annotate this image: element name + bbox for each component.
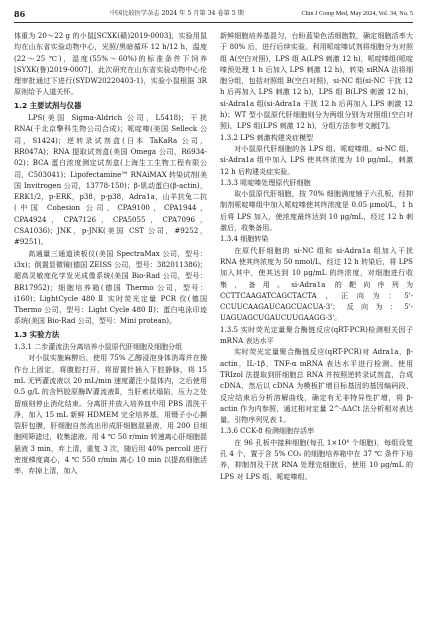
section-heading-methods: 1.3 实验方法 [14,329,60,339]
journal-title-en: Chin J Comp Med, May 2024, Vol. 34, No. 5 [301,10,413,17]
right-column [220,30,413,482]
paragraph-inhibitor: 取小鼠原代肝细胞，按 70% 细胞满度铺于六孔板，经抑制剂哌啶嗪组中加入哌啶嗪使其终浓度是 0.05 μmol/L，1 h 后将 LPS 加入，使浓度最终达到 10 μg/mL，经过 12 h 刺激后，收集备用。 [220,189,413,233]
paragraph-cck8: 在 96 孔板中接种细胞(每孔 1×10⁴ 个细胞)，每组设复孔 4 个，置于含 5% CO₂ 的细胞培养箱中在 37 ℃ 条件下培养，抑制剂及干扰 RNA 处理完细胞后，使用 10 μg/mL 的 LPS 对 LPS 组、哌啶嗪组、 [220,437,413,481]
section-heading-reagents: 1.2 主要试剂与仪器 [14,100,82,110]
subsection-heading-1-3-4: 1.3.4 细胞转染 [220,234,269,244]
running-header [14,6,413,23]
paragraph-animals: 体重为 20～22 g 的小鼠[SCXK(赣)2019-0003]，实验用鼠均在山东省实验动物中心，光照/黑暗循环 12 h/12 h，温度(22～25 ℃)，湿度(55%～60%)的标准条件下饲养[SYXK(鲁)2019-0007]，此次研究在山东省实验动物中心伦理审批通过下进行(SYDW20220403-1)，实验小鼠根据 3R 原则给予人道关怀。 [14,31,207,97]
page-number: 86 [14,9,26,19]
paragraph-transfection: 在原代肝细胞的 si-NC 组和 si-Adra1a 组加入干扰 RNA 使其终浓度为 50 nmol/L，经过 12 h 转染后，将 LPS 加入其中，使其达到 10 μg/mL 的终浓度，对细胞进行收集，备用。si-Adra1a 的靶向序列为 CCTTCAAGATCAGCTACTA，正向为：5'-CCUUCAAGAUCAGCUACUA-3'；反向为：5'-UAGUAGCUGAUCUUGAAGG-3'。 [220,245,413,323]
paragraph-lps-model: 对小鼠原代肝细胞的各 LPS 组、哌啶嗪组、si-NC 组、si-Adra1a 组中加入 LPS 使其终浓度为 10 μg/mL，刺激 12 h 后构建炎症实验。 [220,143,413,176]
paragraph-instruments: 高通量三通道读板仪(美国 SpectraMax 公司，型号：i3x)；倒置显微镜(德国 ZEISS 公司，型号：382011386)；超高灵敏度化学发光成像系统(美国 Bio-Rad 公司，型号：BR17952)；细胞培养箱(德国 Thermo 公司，型号：i160)；LightCycle 480 Ⅱ 实时荧光定量 PCR 仪(德国 Thermo 公司，型号：Light Cycle 480 Ⅱ)；蛋白电泳印迹系统(美国 Bio-Rad 公司，型号：Mini protean)。 [14,248,207,326]
left-column [14,30,207,477]
subsection-heading-1-3-5: 1.3.5 实时荧光定量聚合酶链反应(qRT-PCR)检测相关因子 mRNA 表达水平 [220,324,413,346]
subsection-heading-1-3-6: 1.3.6 CCK-8 检测细胞存活率 [220,426,315,436]
journal-title-cn: 中国比较医学杂志 2024 年 5 月第 34 卷第 5 期 [110,10,244,17]
subsection-heading-1-3-3: 1.3.3 哌啶嗪处理原代肝细胞 [220,177,311,187]
paragraph-reagents: LPS(美国 Sigma-Aldrich 公司，L5418)；干扰 RNA(千北京擎科生物公司合成)；哌啶嗪(美国 Selleck 公司，S1424)；逆转录试剂盒(日本 TaKaRa 公司，RR047A)；RNA 提取试剂盒(美国 Omega 公司，R6934-02)；BCA 蛋白浓度测定试剂盒(上海生工生物工程有限公司，C503041)；Lipofectamine™ RNAiMAX 转染试剂(美国 Invitrogen 公司，13778-150)；β-肌动蛋白(β-actin)，ERK1/2，p-ERK，p38，p-p38，Adra1a，山羊抗兔二抗(中国 Cohesion 公司，CPA9100，CPA1944，CPA4924，CPA7126，CPA5055，CPA7096，CSA1036)；JNK，p-JNK(美国 CST 公司，#9252，#9251)。 [14,113,207,247]
paragraph-qrt-pcr: 实时荧光定量聚合酶链反应(qRT-PCR)对 Adra1a，β-actin，IL-1β，TNF-α mRNA 表达水平进行检测。使用 TRIzol 法提取到肝细胞总 RNA 并按照逆转录试剂盒，合成 cDNA，然后以 cDNA 为模板扩增目标基因的基因编码段，反应结束后分析溶解曲线，确定有无非特异性扩增，将 β-actin 作为内参照，通过相对定量 2^-ΔΔCt 法分析相对表达量。引物序列见表 1。 [220,347,413,425]
subsection-heading-1-3-1: 1.3.1 二步灌流法分离培养小鼠原代肝细胞及细胞分组 [14,342,183,352]
subsection-heading-1-3-2: 1.3.2 LPS 刺激构建炎症模型 [220,132,314,142]
paragraph-grouping: 新鲜细胞培养基混匀，台盼蓝染色活细胞数，确定细胞活率大于 80% 后，进行后续实验。利用哌啶嗪试剂将细胞分为对照组 A(空白对照)，LPS 组 A(LPS 刺激 12 h)，哌啶嗪组(哌啶嗪预处理 1 h 后加入 LPS 刺激 12 h)，转染 siRNA 法将细胞分组，包括对照组 B(空白对照)，si-NC 组(si-NC 干扰 12 h 后再加入 LPS 刺激 12 h)，LPS 组 B(LPS 刺激 12 h)，si-Adra1a 组(si-Adra1a 干扰 12 h 后再加入 LPS 刺激 12 h)；WT 型小鼠原代肝细胞则分为两组分别为对照组(空白对照)，LPS 组(LPS 刺激 12 h)，分组方法参考文献[7]。 [220,31,413,131]
paragraph-perfusion: 对小鼠实施麻醉后，使用 75% 乙醇浸泡身体消毒并在操作台上固定，将腹腔打开，将留置针插入下腔静脉，将 15 mL 无钙灌流液以 20 mL/min 速度灌注小鼠体内，之后使用 0.5 g/L 的含钙胶原酶Ⅳ灌流液Ⅱ，当肝索状塌陷，压力之处留痕则停止消化结束。分离肝并放入培养皿中用 PBS 清洗干净，加入 15 mL 新鲜 HDMEM 完全培养基，用镊子小心撕裂肝包膜，肝细胞自然流出形成肝细胞混悬液，用 200 目细胞网筛滤过，收集滤液。用 4 ℃ 50 r/min 转速离心肝细胞混悬液 3 min，弃上清，重复 3 次，随后用 40% percoll 进行密度梯度离心，4 ℃ 550 r/min 离心 10 min 以提高细胞活率，弃掉上清，加入 [14,353,207,476]
